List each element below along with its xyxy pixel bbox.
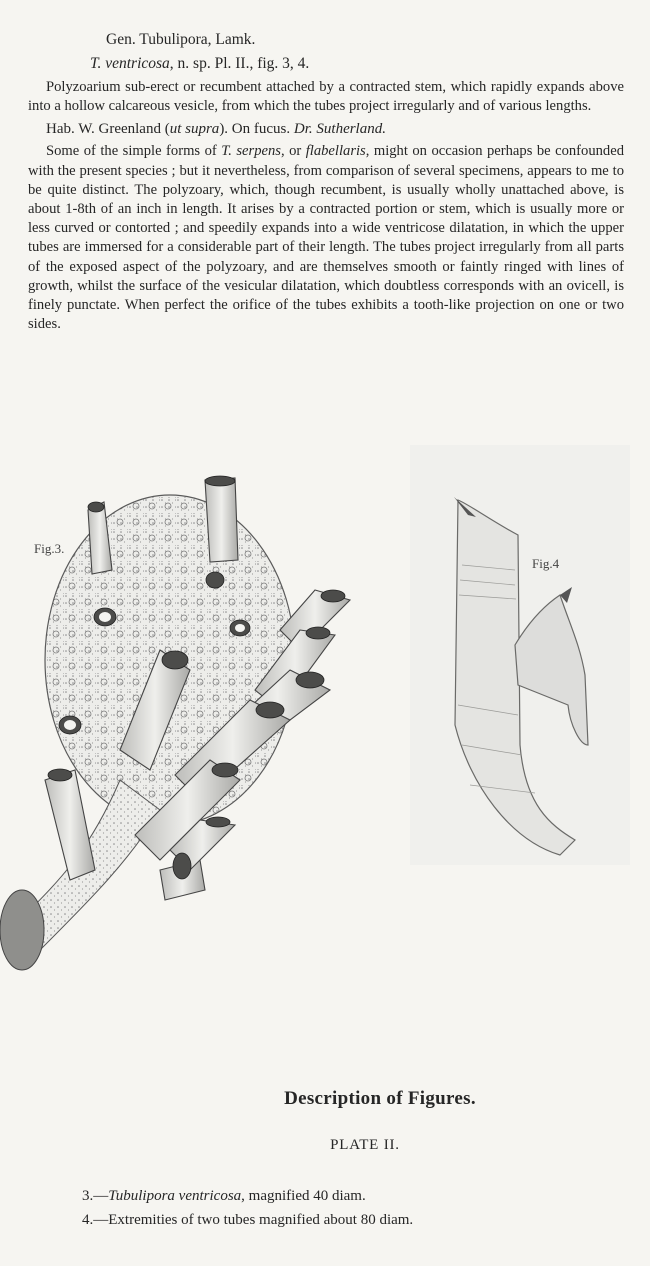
caption-number: 4.— <box>82 1212 109 1228</box>
caption-row <box>82 1186 366 1206</box>
plate-subheading-container <box>0 1136 650 1154</box>
figure-4-label: Fig.4 <box>532 556 560 571</box>
figure-3-illustration <box>0 450 380 1010</box>
caption-number: 3.— <box>82 1188 109 1204</box>
remarks-italic-2: flabellaris <box>305 143 366 160</box>
plate-heading: Description of Figures. <box>284 1088 476 1109</box>
genus-heading: Gen. Tubulipora, Lamk. <box>106 31 256 48</box>
caption-text: , magnified 40 diam. <box>241 1188 366 1204</box>
remarks-paragraph <box>28 142 624 334</box>
remarks-b: , or <box>280 143 306 160</box>
caption-italic: Tubulipora ventricosa <box>108 1188 242 1204</box>
species-name: T. ventricosa <box>90 55 170 72</box>
caption-row <box>82 1210 413 1230</box>
remarks-italic-1: T. serpens <box>221 143 281 160</box>
description-text-block <box>28 30 624 334</box>
habitat-text-a: Hab. W. Greenland ( <box>46 121 170 138</box>
species-heading <box>90 54 624 74</box>
plate-subheading: PLATE II. <box>330 1137 400 1153</box>
remarks-a: Some of the simple forms of <box>46 143 222 160</box>
species-reference: , n. sp. Pl. II., fig. 3, 4. <box>169 55 310 72</box>
figure-3-label: Fig.3. <box>34 541 65 556</box>
species-description: Polyzoarium sub-erect or recumbent attached by a contracted stem, which rapidly expands above into a hollow calcareous vesicle, from which the tubes project irregularly and of various lengths. <box>28 79 624 115</box>
plate-heading-container <box>0 1088 650 1110</box>
habitat-line <box>28 119 624 139</box>
habitat-collector: Dr. Sutherland. <box>293 121 386 138</box>
caption-text: Extremities of two tubes magnified about 80 diam. <box>108 1212 414 1228</box>
figure-4-illustration <box>410 445 630 865</box>
remarks-c: , might on occasion perhaps be confounded with the present species ; but it nevertheless, from comparison of several specimens, appears to me to be quite distinct. The polyzoary, which, though recumbent, is usually wholly unattached above, is about 1-8th of an inch in length. It arises by a contracted portion or stem, which is usually more or less curved or contorted ; and speedily expands into a wide ventricose dilatation, in which the upper tubes are immersed for a considerable part of their length. The tubes project irregularly from all parts of the exposed aspect of the polyzoary, and are themselves smooth or faintly ringed with lines of growth, whilst the surface of the vesicular dilatation, which doubtless corresponds with an ovicell, is finely punctate. When perfect the orifice of the tubes exhibits a tooth-like projection on one or two sides. <box>28 143 624 333</box>
habitat-text-b: ). On fucus. <box>219 121 294 138</box>
habitat-italic: ut supra <box>169 121 220 138</box>
